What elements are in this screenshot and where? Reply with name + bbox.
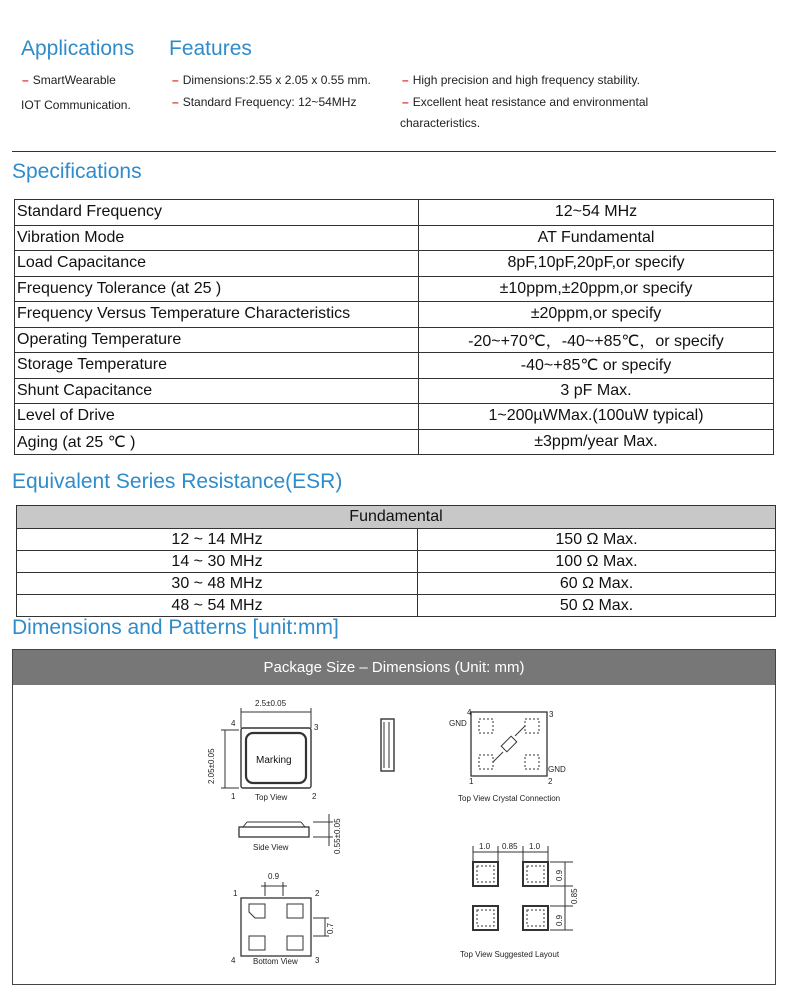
- spec-row: [15, 429, 774, 455]
- package-panel: [12, 649, 776, 985]
- layout-w2: 0.85: [502, 842, 518, 851]
- spec-row: [15, 378, 774, 404]
- spec-value: AT Fundamental: [419, 225, 774, 251]
- esr-value: 100 Ω Max.: [418, 551, 776, 573]
- spec-value: 8pF,10pF,20pF,or specify: [419, 251, 774, 277]
- side-view-drawing: [239, 814, 333, 846]
- crystal-pin-4: 4: [467, 708, 472, 717]
- crystal-gnd-left: GND: [449, 719, 467, 728]
- top-pin-4: 4: [231, 719, 236, 728]
- spec-row: [15, 200, 774, 226]
- spec-value: -40~+85℃ or specify: [419, 353, 774, 379]
- spec-name: Aging (at 25 ℃ ): [15, 429, 419, 455]
- crystal-connection-drawing: [471, 712, 547, 776]
- profile-drawing: [381, 719, 394, 771]
- spec-value: ±20ppm,or specify: [419, 302, 774, 328]
- esr-table: [16, 505, 776, 617]
- crystal-pin-3: 3: [549, 710, 554, 719]
- esr-frequency-range: 30 ~ 48 MHz: [17, 573, 418, 595]
- layout-w1: 1.0: [479, 842, 491, 851]
- application-item: – SmartWearable: [22, 73, 116, 87]
- dimensions-title: Dimensions and Patterns [unit:mm]: [12, 616, 339, 639]
- bottom-pin-3: 3: [315, 956, 320, 965]
- esr-frequency-range: 14 ~ 30 MHz: [17, 551, 418, 573]
- feature-item-continued: characteristics.: [400, 116, 481, 130]
- feature-item: – Dimensions:2.55 x 2.05 x 0.55 mm.: [172, 73, 371, 87]
- bottom-pin-2: 2: [315, 889, 320, 898]
- feature-item: – Excellent heat resistance and environmental: [402, 95, 649, 109]
- spec-name: Operating Temperature: [15, 327, 419, 353]
- applications-title: Applications: [21, 37, 135, 60]
- esr-row: [17, 529, 776, 551]
- esr-title: Equivalent Series Resistance(ESR): [12, 470, 343, 493]
- side-view-caption: Side View: [253, 843, 289, 852]
- esr-value: 60 Ω Max.: [418, 573, 776, 595]
- esr-header: Fundamental: [17, 506, 776, 529]
- spec-row: [15, 302, 774, 328]
- layout-h2: 0.85: [570, 888, 579, 904]
- spec-value: -20~+70℃，-40~+85℃，or specify: [419, 327, 774, 353]
- esr-value: 150 Ω Max.: [418, 529, 776, 551]
- spec-value: 1~200µWMax.(100uW typical): [419, 404, 774, 430]
- esr-row: [17, 573, 776, 595]
- spec-name: Storage Temperature: [15, 353, 419, 379]
- top-pin-2: 2: [312, 792, 317, 801]
- top-pin-1: 1: [231, 792, 236, 801]
- crystal-caption: Top View Crystal Connection: [458, 794, 561, 803]
- spec-row: [15, 353, 774, 379]
- marking-label: Marking: [256, 755, 292, 766]
- layout-h3: 0.9: [555, 914, 564, 926]
- top-width-label: 2.5±0.05: [255, 699, 287, 708]
- bottom-view-caption: Bottom View: [253, 957, 298, 966]
- spec-name: Frequency Versus Temperature Characteristics: [15, 302, 419, 328]
- feature-item: – Standard Frequency: 12~54MHz: [172, 95, 357, 109]
- package-header: Package Size – Dimensions (Unit: mm): [13, 650, 775, 685]
- spec-value: ±3ppm/year Max.: [419, 429, 774, 455]
- bottom-pin-1: 1: [233, 889, 238, 898]
- spec-row: [15, 251, 774, 277]
- layout-caption: Top View Suggested Layout: [460, 950, 560, 959]
- spec-name: Level of Drive: [15, 404, 419, 430]
- esr-row: [17, 595, 776, 617]
- package-drawings: [13, 686, 775, 984]
- esr-row: [17, 551, 776, 573]
- layout-w3: 1.0: [529, 842, 541, 851]
- top-view-caption: Top View: [255, 793, 288, 802]
- application-item: IOT Communication.: [21, 98, 131, 112]
- specifications-table: [14, 199, 774, 455]
- spec-row: [15, 225, 774, 251]
- spec-row: [15, 327, 774, 353]
- side-height-label: 0.55±0.05: [333, 818, 342, 854]
- header-divider: [12, 151, 776, 152]
- spec-name: Frequency Tolerance (at 25 ): [15, 276, 419, 302]
- esr-frequency-range: 12 ~ 14 MHz: [17, 529, 418, 551]
- crystal-pin-2: 2: [548, 777, 553, 786]
- crystal-pin-1: 1: [469, 777, 474, 786]
- esr-frequency-range: 48 ~ 54 MHz: [17, 595, 418, 617]
- spec-row: [15, 404, 774, 430]
- top-pin-3: 3: [314, 723, 319, 732]
- spec-value: 12~54 MHz: [419, 200, 774, 226]
- esr-value: 50 Ω Max.: [418, 595, 776, 617]
- crystal-gnd-right: GND: [548, 765, 566, 774]
- spec-row: [15, 276, 774, 302]
- spec-value: ±10ppm,±20ppm,or specify: [419, 276, 774, 302]
- layout-h1: 0.9: [555, 869, 564, 881]
- features-title: Features: [169, 37, 252, 60]
- bottom-pad-label: 0.9: [268, 872, 280, 881]
- spec-name: Load Capacitance: [15, 251, 419, 277]
- spec-name: Shunt Capacitance: [15, 378, 419, 404]
- bottom-pad-h-label: 0.7: [326, 922, 335, 934]
- spec-value: 3 pF Max.: [419, 378, 774, 404]
- bottom-pin-4: 4: [231, 956, 236, 965]
- feature-item: – High precision and high frequency stability.: [402, 73, 640, 87]
- spec-name: Vibration Mode: [15, 225, 419, 251]
- spec-name: Standard Frequency: [15, 200, 419, 226]
- top-height-label: 2.05±0.05: [207, 748, 216, 784]
- specifications-title: Specifications: [12, 160, 142, 183]
